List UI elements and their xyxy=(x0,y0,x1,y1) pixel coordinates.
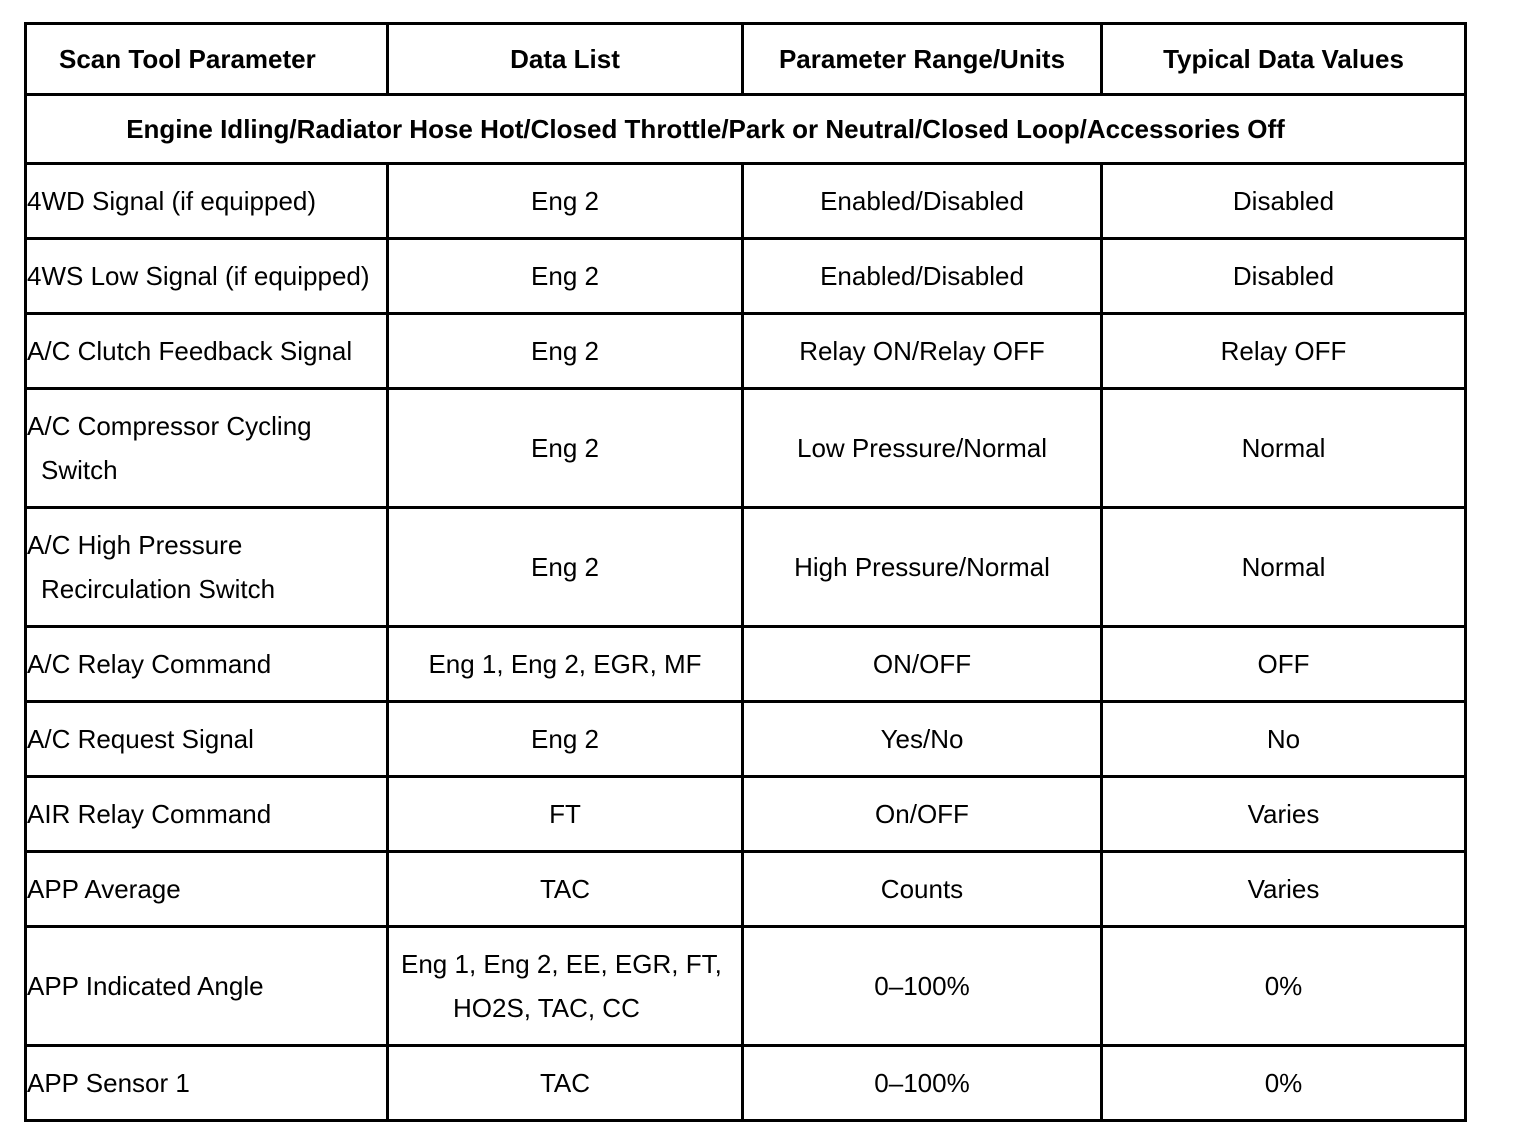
scan-tool-data-table-container xyxy=(24,22,1464,1122)
scan-tool-data-table xyxy=(24,22,1467,1122)
table-row xyxy=(26,927,1466,1046)
cell-typical-value: 0% xyxy=(1102,927,1466,1046)
table-row xyxy=(26,508,1466,627)
data-list-line: Eng 2 xyxy=(531,186,599,216)
table-row xyxy=(26,389,1466,508)
data-list-line: TAC xyxy=(539,874,591,904)
cell-data-list xyxy=(388,164,743,239)
cell-scan-tool-parameter xyxy=(26,702,388,777)
table-row xyxy=(26,852,1466,927)
cell-parameter-range: High Pressure/Normal xyxy=(743,508,1102,627)
data-list-line: TAC xyxy=(539,1068,591,1098)
cell-typical-value: Normal xyxy=(1102,389,1466,508)
cell-data-list xyxy=(388,927,743,1046)
cell-parameter-range: Relay ON/Relay OFF xyxy=(743,314,1102,389)
parameter-name-line: 4WS Low Signal (if equipped) xyxy=(27,261,370,291)
cell-scan-tool-parameter xyxy=(26,777,388,852)
cell-typical-value: Varies xyxy=(1102,852,1466,927)
cell-scan-tool-parameter xyxy=(26,239,388,314)
cell-typical-value: 0% xyxy=(1102,1046,1466,1121)
data-list-line: FT xyxy=(549,799,581,829)
table-row xyxy=(26,777,1466,852)
cell-parameter-range: 0–100% xyxy=(743,927,1102,1046)
cell-typical-value: Normal xyxy=(1102,508,1466,627)
data-list-line: Eng 2 xyxy=(531,724,599,754)
header-parameter-range: Parameter Range/Units xyxy=(743,24,1102,95)
table-row xyxy=(26,314,1466,389)
cell-typical-value: Relay OFF xyxy=(1102,314,1466,389)
cell-parameter-range: ON/OFF xyxy=(743,627,1102,702)
header-data-list: Data List xyxy=(388,24,743,95)
parameter-name-line: AIR Relay Command xyxy=(27,799,272,829)
cell-data-list xyxy=(388,1046,743,1121)
condition-row xyxy=(26,95,1466,164)
parameter-name-line: A/C Clutch Feedback Signal xyxy=(27,336,353,366)
parameter-name-line: A/C Compressor Cycling xyxy=(27,411,312,441)
cell-parameter-range: Counts xyxy=(743,852,1102,927)
data-list-line: Eng 2 xyxy=(531,336,599,366)
cell-parameter-range: Enabled/Disabled xyxy=(743,164,1102,239)
table-row xyxy=(26,164,1466,239)
cell-typical-value: Varies xyxy=(1102,777,1466,852)
table-row xyxy=(26,627,1466,702)
cell-scan-tool-parameter xyxy=(26,164,388,239)
parameter-name-line: APP Indicated Angle xyxy=(27,971,264,1001)
data-list-line: Eng 1, Eng 2, EE, EGR, FT, xyxy=(401,949,722,979)
test-condition: Engine Idling/Radiator Hose Hot/Closed Throttle/Park or Neutral/Closed Loop/Accessories Off xyxy=(26,95,1466,164)
data-list-line: Eng 2 xyxy=(531,433,599,463)
cell-data-list xyxy=(388,389,743,508)
data-list-line: Eng 1, Eng 2, EGR, MF xyxy=(428,649,702,679)
table-body xyxy=(26,95,1466,1121)
cell-parameter-range: Low Pressure/Normal xyxy=(743,389,1102,508)
parameter-name-line: A/C Request Signal xyxy=(27,724,254,754)
parameter-name-line: APP Sensor 1 xyxy=(27,1068,190,1098)
cell-scan-tool-parameter xyxy=(26,927,388,1046)
cell-data-list xyxy=(388,777,743,852)
header-typical-values: Typical Data Values xyxy=(1102,24,1466,95)
data-list-line: Eng 2 xyxy=(531,261,599,291)
cell-typical-value: Disabled xyxy=(1102,164,1466,239)
cell-typical-value: OFF xyxy=(1102,627,1466,702)
cell-parameter-range: On/OFF xyxy=(743,777,1102,852)
table-row xyxy=(26,239,1466,314)
cell-scan-tool-parameter xyxy=(26,1046,388,1121)
cell-data-list xyxy=(388,508,743,627)
parameter-name-line: A/C Relay Command xyxy=(27,649,272,679)
table-row xyxy=(26,702,1466,777)
table-row xyxy=(26,1046,1466,1121)
parameter-name-line: Recirculation Switch xyxy=(41,574,276,604)
cell-data-list xyxy=(388,702,743,777)
parameter-name-line: Switch xyxy=(41,455,118,485)
parameter-name-line: 4WD Signal (if equipped) xyxy=(27,186,317,216)
cell-parameter-range: 0–100% xyxy=(743,1046,1102,1121)
cell-parameter-range: Yes/No xyxy=(743,702,1102,777)
cell-scan-tool-parameter xyxy=(26,389,388,508)
cell-scan-tool-parameter xyxy=(26,314,388,389)
cell-scan-tool-parameter xyxy=(26,508,388,627)
cell-data-list xyxy=(388,627,743,702)
header-scan-tool-parameter: Scan Tool Parameter xyxy=(26,24,388,95)
cell-scan-tool-parameter xyxy=(26,627,388,702)
parameter-name-line: APP Average xyxy=(27,874,181,904)
cell-data-list xyxy=(388,239,743,314)
data-list-line: HO2S, TAC, CC xyxy=(453,993,640,1023)
cell-data-list xyxy=(388,314,743,389)
cell-scan-tool-parameter xyxy=(26,852,388,927)
cell-typical-value: No xyxy=(1102,702,1466,777)
cell-typical-value: Disabled xyxy=(1102,239,1466,314)
parameter-name-line: A/C High Pressure xyxy=(27,530,243,560)
header-row xyxy=(26,24,1466,95)
cell-parameter-range: Enabled/Disabled xyxy=(743,239,1102,314)
cell-data-list xyxy=(388,852,743,927)
data-list-line: Eng 2 xyxy=(531,552,599,582)
